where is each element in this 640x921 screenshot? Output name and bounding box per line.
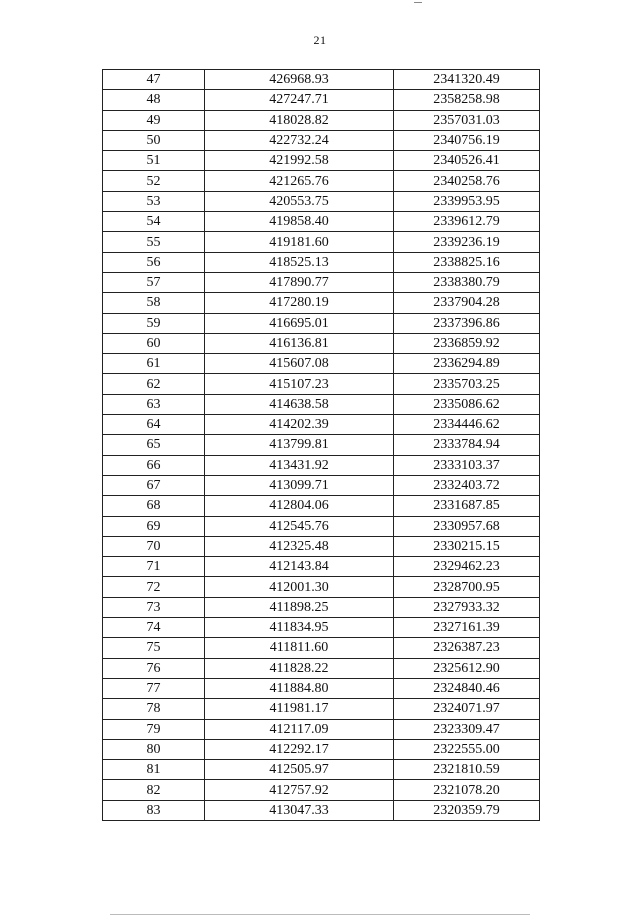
x-coordinate-cell: 412757.92 xyxy=(205,780,394,800)
x-coordinate-cell: 417890.77 xyxy=(205,272,394,292)
y-coordinate-cell: 2341320.49 xyxy=(394,70,540,90)
y-coordinate-cell: 2340526.41 xyxy=(394,151,540,171)
y-coordinate-cell: 2325612.90 xyxy=(394,658,540,678)
point-number-cell: 73 xyxy=(103,597,205,617)
x-coordinate-cell: 419858.40 xyxy=(205,212,394,232)
y-coordinate-cell: 2339612.79 xyxy=(394,212,540,232)
y-coordinate-cell: 2336294.89 xyxy=(394,354,540,374)
x-coordinate-cell: 415607.08 xyxy=(205,354,394,374)
table-row xyxy=(103,151,540,171)
y-coordinate-cell: 2330215.15 xyxy=(394,536,540,556)
x-coordinate-cell: 411884.80 xyxy=(205,678,394,698)
x-coordinate-cell: 411981.17 xyxy=(205,699,394,719)
x-coordinate-cell: 412292.17 xyxy=(205,739,394,759)
point-number-cell: 58 xyxy=(103,293,205,313)
x-coordinate-cell: 427247.71 xyxy=(205,90,394,110)
table-row xyxy=(103,333,540,353)
y-coordinate-cell: 2332403.72 xyxy=(394,475,540,495)
y-coordinate-cell: 2340756.19 xyxy=(394,130,540,150)
table-row xyxy=(103,293,540,313)
point-number-cell: 79 xyxy=(103,719,205,739)
table-row xyxy=(103,780,540,800)
x-coordinate-cell: 426968.93 xyxy=(205,70,394,90)
page-number: 21 xyxy=(313,33,327,47)
y-coordinate-cell: 2327933.32 xyxy=(394,597,540,617)
table-row xyxy=(103,699,540,719)
point-number-cell: 67 xyxy=(103,475,205,495)
point-number-cell: 55 xyxy=(103,232,205,252)
x-coordinate-cell: 412001.30 xyxy=(205,577,394,597)
x-coordinate-cell: 412804.06 xyxy=(205,496,394,516)
table-row xyxy=(103,760,540,780)
table-row xyxy=(103,719,540,739)
y-coordinate-cell: 2358258.98 xyxy=(394,90,540,110)
y-coordinate-cell: 2321078.20 xyxy=(394,780,540,800)
x-coordinate-cell: 416695.01 xyxy=(205,313,394,333)
y-coordinate-cell: 2336859.92 xyxy=(394,333,540,353)
x-coordinate-cell: 414202.39 xyxy=(205,415,394,435)
y-coordinate-cell: 2335703.25 xyxy=(394,374,540,394)
table-row xyxy=(103,374,540,394)
table-row xyxy=(103,800,540,820)
x-coordinate-cell: 411811.60 xyxy=(205,638,394,658)
x-coordinate-cell: 411828.22 xyxy=(205,658,394,678)
y-coordinate-cell: 2324840.46 xyxy=(394,678,540,698)
point-number-cell: 61 xyxy=(103,354,205,374)
table-row xyxy=(103,435,540,455)
point-number-cell: 80 xyxy=(103,739,205,759)
table-row xyxy=(103,557,540,577)
table-row xyxy=(103,313,540,333)
point-number-cell: 69 xyxy=(103,516,205,536)
table-row xyxy=(103,597,540,617)
scan-mark xyxy=(414,2,422,3)
y-coordinate-cell: 2320359.79 xyxy=(394,800,540,820)
point-number-cell: 65 xyxy=(103,435,205,455)
point-number-cell: 77 xyxy=(103,678,205,698)
y-coordinate-cell: 2338380.79 xyxy=(394,272,540,292)
point-number-cell: 56 xyxy=(103,252,205,272)
table-row xyxy=(103,191,540,211)
table-row xyxy=(103,577,540,597)
y-coordinate-cell: 2326387.23 xyxy=(394,638,540,658)
table-row xyxy=(103,272,540,292)
y-coordinate-cell: 2335086.62 xyxy=(394,394,540,414)
table-row xyxy=(103,496,540,516)
y-coordinate-cell: 2322555.00 xyxy=(394,739,540,759)
point-number-cell: 51 xyxy=(103,151,205,171)
point-number-cell: 64 xyxy=(103,415,205,435)
table-row xyxy=(103,678,540,698)
table-row xyxy=(103,171,540,191)
point-number-cell: 71 xyxy=(103,557,205,577)
y-coordinate-cell: 2331687.85 xyxy=(394,496,540,516)
y-coordinate-cell: 2339953.95 xyxy=(394,191,540,211)
y-coordinate-cell: 2330957.68 xyxy=(394,516,540,536)
point-number-cell: 66 xyxy=(103,455,205,475)
point-number-cell: 47 xyxy=(103,70,205,90)
y-coordinate-cell: 2327161.39 xyxy=(394,618,540,638)
table-row xyxy=(103,394,540,414)
point-number-cell: 76 xyxy=(103,658,205,678)
point-number-cell: 57 xyxy=(103,272,205,292)
x-coordinate-cell: 422732.24 xyxy=(205,130,394,150)
y-coordinate-cell: 2339236.19 xyxy=(394,232,540,252)
x-coordinate-cell: 419181.60 xyxy=(205,232,394,252)
point-number-cell: 70 xyxy=(103,536,205,556)
table-row xyxy=(103,110,540,130)
table-row xyxy=(103,475,540,495)
x-coordinate-cell: 412117.09 xyxy=(205,719,394,739)
point-number-cell: 50 xyxy=(103,130,205,150)
x-coordinate-cell: 412545.76 xyxy=(205,516,394,536)
table-row xyxy=(103,354,540,374)
point-number-cell: 49 xyxy=(103,110,205,130)
table-row xyxy=(103,70,540,90)
x-coordinate-cell: 415107.23 xyxy=(205,374,394,394)
x-coordinate-cell: 413799.81 xyxy=(205,435,394,455)
point-number-cell: 48 xyxy=(103,90,205,110)
point-number-cell: 72 xyxy=(103,577,205,597)
x-coordinate-cell: 414638.58 xyxy=(205,394,394,414)
coordinate-table-body xyxy=(103,70,540,821)
point-number-cell: 81 xyxy=(103,760,205,780)
x-coordinate-cell: 411834.95 xyxy=(205,618,394,638)
table-row xyxy=(103,130,540,150)
point-number-cell: 82 xyxy=(103,780,205,800)
point-number-cell: 78 xyxy=(103,699,205,719)
y-coordinate-cell: 2338825.16 xyxy=(394,252,540,272)
y-coordinate-cell: 2337904.28 xyxy=(394,293,540,313)
point-number-cell: 68 xyxy=(103,496,205,516)
x-coordinate-cell: 413099.71 xyxy=(205,475,394,495)
y-coordinate-cell: 2340258.76 xyxy=(394,171,540,191)
table-row xyxy=(103,658,540,678)
x-coordinate-cell: 417280.19 xyxy=(205,293,394,313)
table-row xyxy=(103,252,540,272)
x-coordinate-cell: 418525.13 xyxy=(205,252,394,272)
page-bottom-rule xyxy=(110,914,530,915)
table-row xyxy=(103,536,540,556)
x-coordinate-cell: 420553.75 xyxy=(205,191,394,211)
point-number-cell: 62 xyxy=(103,374,205,394)
point-number-cell: 53 xyxy=(103,191,205,211)
point-number-cell: 75 xyxy=(103,638,205,658)
x-coordinate-cell: 421265.76 xyxy=(205,171,394,191)
x-coordinate-cell: 421992.58 xyxy=(205,151,394,171)
table-row xyxy=(103,618,540,638)
point-number-cell: 63 xyxy=(103,394,205,414)
point-number-cell: 83 xyxy=(103,800,205,820)
x-coordinate-cell: 413431.92 xyxy=(205,455,394,475)
point-number-cell: 60 xyxy=(103,333,205,353)
y-coordinate-cell: 2329462.23 xyxy=(394,557,540,577)
y-coordinate-cell: 2337396.86 xyxy=(394,313,540,333)
point-number-cell: 74 xyxy=(103,618,205,638)
table-row xyxy=(103,455,540,475)
x-coordinate-cell: 412325.48 xyxy=(205,536,394,556)
y-coordinate-cell: 2323309.47 xyxy=(394,719,540,739)
y-coordinate-cell: 2333784.94 xyxy=(394,435,540,455)
table-row xyxy=(103,212,540,232)
coordinate-table xyxy=(102,69,540,821)
table-row xyxy=(103,638,540,658)
table-row xyxy=(103,232,540,252)
point-number-cell: 54 xyxy=(103,212,205,232)
table-row xyxy=(103,739,540,759)
y-coordinate-cell: 2324071.97 xyxy=(394,699,540,719)
point-number-cell: 52 xyxy=(103,171,205,191)
x-coordinate-cell: 411898.25 xyxy=(205,597,394,617)
point-number-cell: 59 xyxy=(103,313,205,333)
y-coordinate-cell: 2334446.62 xyxy=(394,415,540,435)
y-coordinate-cell: 2321810.59 xyxy=(394,760,540,780)
x-coordinate-cell: 416136.81 xyxy=(205,333,394,353)
x-coordinate-cell: 412505.97 xyxy=(205,760,394,780)
x-coordinate-cell: 412143.84 xyxy=(205,557,394,577)
table-row xyxy=(103,90,540,110)
table-row xyxy=(103,415,540,435)
y-coordinate-cell: 2357031.03 xyxy=(394,110,540,130)
table-row xyxy=(103,516,540,536)
x-coordinate-cell: 418028.82 xyxy=(205,110,394,130)
x-coordinate-cell: 413047.33 xyxy=(205,800,394,820)
y-coordinate-cell: 2328700.95 xyxy=(394,577,540,597)
y-coordinate-cell: 2333103.37 xyxy=(394,455,540,475)
